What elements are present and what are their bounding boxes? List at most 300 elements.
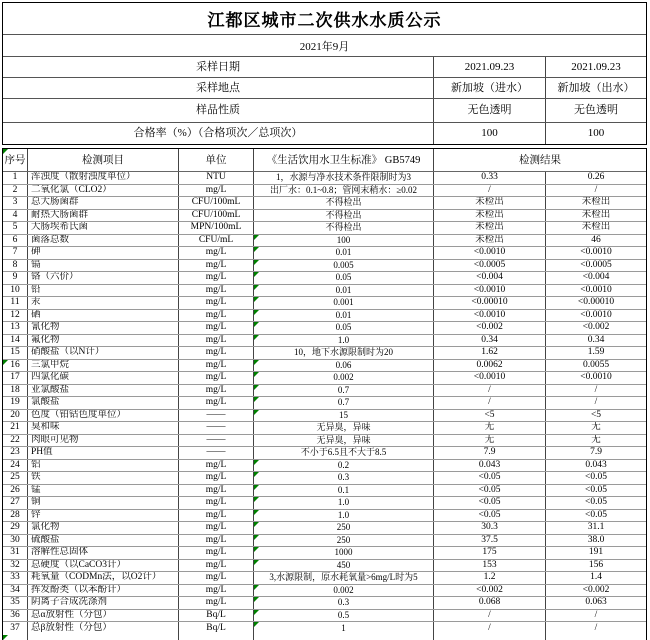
table-row [3,547,646,560]
cell-standard: 1.0 [254,497,434,509]
cell-result-outlet: <0.0010 [580,309,612,320]
table-row [3,310,646,323]
table-row [3,485,646,498]
cell-result-outlet: 156 [588,559,604,570]
cell-standard: 不得检出 [254,210,434,222]
cell-item: 三氯甲烷 [28,360,179,372]
cell-seq: 30 [3,535,28,547]
cell-seq: 5 [3,222,28,234]
cell-unit: mg/L [179,585,254,597]
cell-result-inlet: 未检出 [434,235,546,247]
cell-item: 总硬度（以CaCO3计） [28,560,179,572]
cell-unit: Bq/L [179,610,254,622]
table-row [3,185,646,198]
cell-seq: 8 [3,260,28,272]
cell-result-inlet: <0.004 [434,272,546,284]
table-row [3,560,646,573]
cell-seq: 9 [3,272,28,284]
cell-unit: mg/L [179,185,254,197]
cell-seq: 16 [3,360,28,372]
cell-result-inlet: / [434,622,546,635]
cell-result-inlet: / [434,610,546,622]
cell-seq: 12 [3,310,28,322]
empty-cell-item [28,635,179,640]
cell-seq: 26 [3,485,28,497]
report-period: 2021年9月 [3,35,646,57]
cell-result-outlet: <0.002 [582,322,610,333]
cell-seq: 2 [3,185,28,197]
cell-standard: 无异臭，异味 [254,435,434,447]
comment-triangle-icon [254,297,259,302]
report-sheet [2,2,647,640]
cell-item: 氟化物 [28,335,179,347]
cell-result-outlet: <0.05 [585,509,607,520]
table-row [3,260,646,273]
cell-result-outlet: <0.0005 [580,259,612,270]
cell-result-inlet: 153 [434,560,546,572]
cell-item: 氰化物 [28,322,179,334]
cell-result-outlet: <0.0010 [580,372,612,383]
table-row [3,272,646,285]
table-row [3,360,646,373]
cell-seq: 15 [3,347,28,359]
cell-standard: 0.3 [254,472,434,484]
cell-result-inlet: <0.05 [434,510,546,522]
sampling-date-row [3,57,646,78]
cell-unit: mg/L [179,510,254,522]
cell-unit: mg/L [179,335,254,347]
cell-seq: 27 [3,497,28,509]
table-row [3,585,646,598]
cell-item: 耗氧量（CODMn法，以O2计） [28,572,179,584]
cell-result-outlet: 7.9 [590,447,602,458]
comment-triangle-icon [254,385,259,390]
cell-result-inlet: <0.00010 [434,297,546,309]
table-row [3,172,646,185]
table-row [3,347,646,360]
comment-triangle-icon [254,547,259,552]
table-row [3,285,646,298]
header-result: 检测结果 [519,154,561,166]
empty-cell-r1 [434,635,546,640]
table-row [3,497,646,510]
sampling-date-label: 采样日期 [3,57,434,77]
cell-result-inlet: 7.9 [434,447,546,459]
table-row [3,235,646,248]
cell-result-inlet: <0.0005 [434,260,546,272]
cell-item: 耐热大肠菌群 [28,210,179,222]
table-row [3,397,646,410]
cell-result-inlet: 无 [434,435,546,447]
comment-triangle-icon [254,460,259,465]
table-row [3,622,646,635]
cell-unit: MPN/100mL [179,222,254,234]
cell-seq: 34 [3,585,28,597]
header-unit: 单位 [179,149,254,171]
cell-item: 镉 [28,260,179,272]
cell-seq: 10 [3,285,28,297]
comment-triangle-icon [254,485,259,490]
cell-standard: 出厂水：0.1~0.8；管网末稍水：≥0.02 [254,185,434,197]
cell-standard: 无异臭，异味 [254,422,434,434]
cell-item: 硫酸盐 [28,535,179,547]
cell-standard: 0.01 [254,247,434,259]
cell-result-inlet: 0.0062 [434,360,546,372]
cell-result-inlet: <5 [434,410,546,422]
cell-standard: 1，水源与净水技术条件限制时为3 [254,172,434,184]
cell-result-outlet: <0.0010 [580,247,612,258]
cell-result-inlet: 未检出 [434,210,546,222]
table-row [3,335,646,348]
cell-unit: mg/L [179,560,254,572]
cell-result-inlet: 175 [434,547,546,559]
sampling-location-row [3,78,646,99]
results-table [2,148,647,640]
cell-result-outlet: / [594,609,598,620]
cell-unit: mg/L [179,347,254,359]
header-standard: 《生活饮用水卫生标准》 GB5749 [254,149,434,171]
sampling-date-inlet: 2021.09.23 [434,57,546,77]
cell-standard: 1000 [254,547,434,559]
cell-result-outlet: 0.043 [585,459,607,470]
cell-unit: mg/L [179,460,254,472]
cell-standard: 250 [254,535,434,547]
cell-seq: 31 [3,547,28,559]
cell-result-outlet: 0.0055 [582,359,610,370]
cell-seq: 21 [3,422,28,434]
cell-unit: mg/L [179,535,254,547]
cell-result-inlet: 未检出 [434,197,546,209]
comment-triangle-icon [254,560,259,565]
comment-triangle-icon [254,260,259,265]
cell-unit: mg/L [179,397,254,409]
table-row [3,610,646,623]
cell-result-outlet: 未检出 [581,209,611,220]
cell-result-inlet: 0.34 [434,335,546,347]
table-row [3,572,646,585]
cell-unit: mg/L [179,322,254,334]
sampling-location-outlet: 新加坡（出水） [557,81,635,94]
comment-triangle-icon [254,622,259,627]
cell-result-inlet: 未检出 [434,222,546,234]
cell-result-inlet: 0.068 [434,597,546,609]
comment-triangle-icon [254,497,259,502]
table-row [3,447,646,460]
cell-result-outlet: <0.05 [585,484,607,495]
comment-triangle-icon [254,360,259,365]
cell-standard: 不得检出 [254,197,434,209]
cell-result-inlet: / [434,397,546,409]
cell-standard: 0.7 [254,397,434,409]
cell-seq: 37 [3,622,28,635]
table-row [3,535,646,548]
comment-triangle-icon [254,322,259,327]
empty-cell-unit [179,635,254,640]
sample-property-label: 样品性质 [3,99,434,122]
cell-item: 铝 [28,460,179,472]
cell-item: 总β放射性（分包） [28,622,179,635]
cell-item: 氯酸盐 [28,397,179,409]
cell-seq: 1 [3,172,28,184]
comment-triangle-icon [3,149,8,154]
cell-unit: mg/L [179,522,254,534]
cell-result-outlet: 1.4 [590,572,602,583]
cell-result-inlet: <0.05 [434,472,546,484]
cell-seq: 29 [3,522,28,534]
cell-result-inlet: <0.0010 [434,310,546,322]
cell-result-outlet: 38.0 [587,534,605,545]
comment-triangle-icon [3,635,8,640]
sample-property-row [3,99,646,123]
cell-seq: 13 [3,322,28,334]
cell-unit: mg/L [179,247,254,259]
table-row [3,472,646,485]
cell-standard: 0.005 [254,260,434,272]
comment-triangle-icon [254,610,259,615]
cell-unit: mg/L [179,385,254,397]
cell-item: 肉眼可见物 [28,435,179,447]
cell-result-outlet: <0.0010 [580,284,612,295]
comment-triangle-icon [254,372,259,377]
cell-item: 阴离子合成洗涤剂 [28,597,179,609]
table-body [3,172,646,635]
cell-standard: 15 [254,410,434,422]
cell-seq: 3 [3,197,28,209]
cell-result-outlet: <0.05 [585,497,607,508]
cell-unit: mg/L [179,310,254,322]
cell-item: 铜 [28,497,179,509]
cell-item: 大肠埃希氏菌 [28,222,179,234]
cell-standard: 250 [254,522,434,534]
cell-item: 锰 [28,485,179,497]
report-header-section [2,2,647,145]
cell-result-outlet: / [594,397,598,408]
cell-standard: 0.001 [254,297,434,309]
page-title: 江都区城市二次供水水质公示 [3,3,646,35]
cell-result-inlet: <0.0010 [434,285,546,297]
sampling-location-label: 采样地点 [3,78,434,98]
comment-triangle-icon [254,285,259,290]
cell-standard: 0.01 [254,310,434,322]
cell-seq: 11 [3,297,28,309]
cell-unit: mg/L [179,272,254,284]
cell-result-inlet: 30.3 [434,522,546,534]
cell-item: 浑浊度（散射浊度单位） [28,172,179,184]
cell-standard: 0.06 [254,360,434,372]
table-row [3,422,646,435]
cell-seq: 19 [3,397,28,409]
cell-seq: 7 [3,247,28,259]
cell-item: 硝酸盐（以N计） [28,347,179,359]
cell-item: 汞 [28,297,179,309]
cell-item: 四氯化碳 [28,372,179,384]
cell-standard: 0.1 [254,485,434,497]
pass-rate-outlet: 100 [587,127,605,139]
cell-result-inlet: 0.043 [434,460,546,472]
cell-seq: 23 [3,447,28,459]
cell-unit: mg/L [179,297,254,309]
comment-triangle-icon [254,272,259,277]
cell-standard: 0.2 [254,460,434,472]
sampling-date-outlet: 2021.09.23 [571,60,621,73]
cell-result-outlet: <0.05 [585,472,607,483]
cell-seq: 24 [3,460,28,472]
cell-seq: 18 [3,385,28,397]
cell-standard: 0.3 [254,597,434,609]
cell-result-inlet: <0.0010 [434,372,546,384]
sample-property-outlet: 无色透明 [574,104,618,116]
cell-standard: 0.5 [254,610,434,622]
cell-unit: mg/L [179,472,254,484]
cell-result-outlet: 0.34 [587,334,605,345]
cell-result-inlet: 37.5 [434,535,546,547]
cell-unit: CFU/mL [179,235,254,247]
cell-item: 总α放射性（分包） [28,610,179,622]
table-row [3,410,646,423]
cell-seq: 33 [3,572,28,584]
cell-result-outlet: 未检出 [581,197,611,208]
table-row [3,435,646,448]
cell-unit: mg/L [179,260,254,272]
pass-rate-row [3,123,646,144]
cell-item: 溶解性总固体 [28,547,179,559]
cell-item: 挥发酚类（以苯酚计） [28,585,179,597]
cell-item: 锌 [28,510,179,522]
cell-result-inlet: 1.62 [434,347,546,359]
cell-seq: 25 [3,472,28,484]
cell-unit: —— [179,447,254,459]
table-row [3,197,646,210]
table-row [3,297,646,310]
table-row [3,510,646,523]
cell-standard: 0.05 [254,322,434,334]
cell-result-inlet: <0.002 [434,585,546,597]
cell-standard: 1.0 [254,335,434,347]
cell-item: 臭和味 [28,422,179,434]
cell-result-outlet: 1.59 [587,347,605,358]
cell-unit: mg/L [179,597,254,609]
cell-seq: 36 [3,610,28,622]
cell-standard: 0.01 [254,285,434,297]
comment-triangle-icon [254,472,259,477]
cell-result-outlet: <5 [590,409,602,420]
cell-unit: mg/L [179,485,254,497]
sample-property-inlet: 无色透明 [434,99,546,122]
cell-seq: 28 [3,510,28,522]
cell-result-outlet: / [594,622,598,633]
cell-result-outlet: 0.26 [587,172,605,183]
cell-result-outlet: 无 [591,422,601,433]
results-table-header [3,149,646,172]
table-row [3,247,646,260]
cell-unit: mg/L [179,572,254,584]
pass-rate-inlet: 100 [434,123,546,144]
cell-result-outlet: <0.002 [582,584,610,595]
cell-item: 铬（六价） [28,272,179,284]
cell-seq: 17 [3,372,28,384]
comment-triangle-icon [254,310,259,315]
cell-seq: 20 [3,410,28,422]
empty-cell-r2 [546,635,646,640]
cell-standard: 0.002 [254,585,434,597]
cell-item: 二氧化氯（CLO2） [28,185,179,197]
cell-standard: 1.0 [254,510,434,522]
empty-cell-seq [3,635,28,640]
cell-unit: CFU/100mL [179,197,254,209]
header-seq: 序号 [3,149,28,171]
comment-triangle-icon [254,535,259,540]
cell-standard: 3,水源限制，原水耗氧量>6mg/L时为5 [254,572,434,584]
table-row [3,372,646,385]
cell-result-outlet: 未检出 [581,222,611,233]
cell-result-inlet: <0.05 [434,497,546,509]
cell-unit: Bq/L [179,622,254,635]
cell-result-inlet: <0.05 [434,485,546,497]
comment-triangle-icon [254,397,259,402]
cell-item: 铅 [28,285,179,297]
cell-unit: CFU/100mL [179,210,254,222]
comment-triangle-icon [254,585,259,590]
cell-result-inlet: 0.33 [434,172,546,184]
table-row [3,460,646,473]
comment-triangle-icon [254,235,259,240]
table-row [3,385,646,398]
cell-item: 总大肠菌群 [28,197,179,209]
cell-seq: 6 [3,235,28,247]
cell-standard: 0.05 [254,272,434,284]
cell-result-outlet: <0.00010 [577,297,615,308]
comment-triangle-icon [254,510,259,515]
empty-bottom-row [3,635,646,640]
cell-unit: mg/L [179,372,254,384]
cell-unit: mg/L [179,497,254,509]
cell-unit: —— [179,435,254,447]
cell-result-inlet: / [434,385,546,397]
cell-unit: mg/L [179,285,254,297]
cell-item: 亚氯酸盐 [28,385,179,397]
cell-standard: 0.002 [254,372,434,384]
cell-standard: 100 [254,235,434,247]
cell-item: 色度（铂钴色度单位） [28,410,179,422]
cell-standard: 不小于6.5且不大于8.5 [254,447,434,459]
cell-item: PH值 [28,447,179,459]
table-row [3,222,646,235]
cell-item: 硒 [28,310,179,322]
cell-unit: mg/L [179,360,254,372]
cell-result-outlet: 无 [591,434,601,445]
comment-triangle-icon [254,335,259,340]
cell-item: 砷 [28,247,179,259]
cell-result-inlet: <0.002 [434,322,546,334]
pass-rate-label: 合格率（%）（合格项次／总项次） [3,123,434,144]
table-row [3,210,646,223]
cell-result-inlet: 无 [434,422,546,434]
comment-triangle-icon [254,597,259,602]
cell-seq: 4 [3,210,28,222]
cell-standard: 10，地下水源限制时为20 [254,347,434,359]
cell-result-outlet: / [594,384,598,395]
cell-result-outlet: 0.063 [585,597,607,608]
cell-seq: 22 [3,435,28,447]
cell-seq: 35 [3,597,28,609]
comment-triangle-icon [254,410,259,415]
cell-unit: —— [179,410,254,422]
cell-result-outlet: 46 [591,234,601,245]
cell-result-outlet: 31.1 [587,522,605,533]
empty-cell-standard [254,635,434,640]
table-row [3,322,646,335]
cell-seq: 14 [3,335,28,347]
